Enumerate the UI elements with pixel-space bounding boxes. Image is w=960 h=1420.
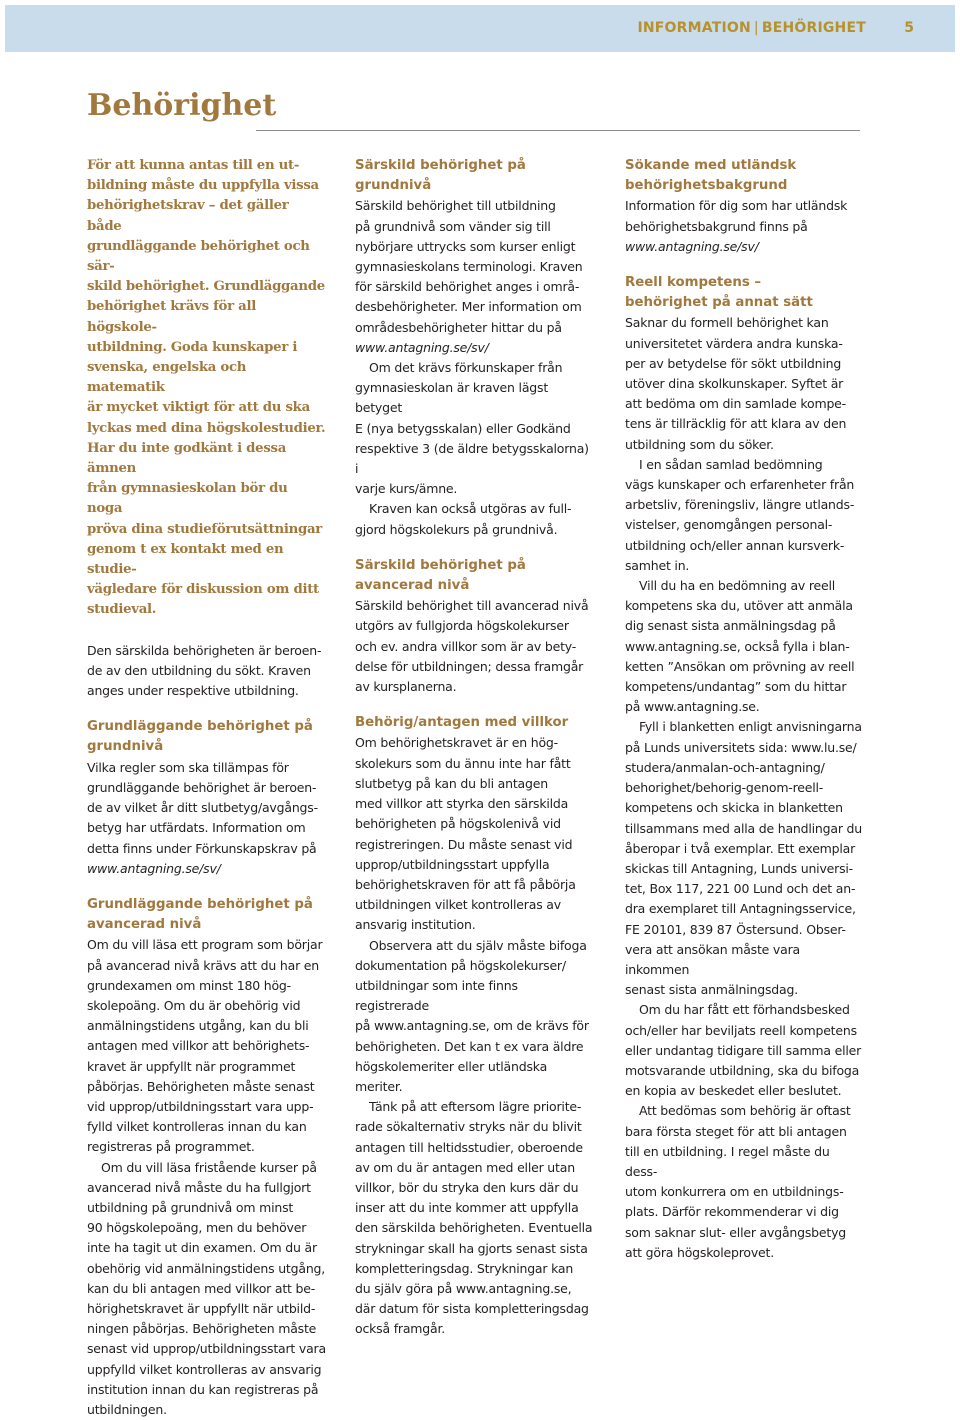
text-line: på Lunds universitets sida: www.lu.se/ bbox=[625, 739, 857, 755]
text-line: utbildningen vilket kontrolleras av bbox=[355, 897, 561, 913]
text-line: studera/anmalan-och-antagning/ bbox=[625, 759, 825, 775]
text-line: gymnasieskolan är kraven lägst betyget bbox=[355, 380, 549, 416]
text-line: senast vid upprop/utbildningsstart vara bbox=[87, 1341, 326, 1357]
text-line: som saknar slut- eller avgångsbetyg bbox=[625, 1224, 847, 1240]
text-line: behörighet på annat sätt bbox=[625, 295, 813, 311]
text-line: motsvarande utbildning, ska du bifoga bbox=[625, 1062, 860, 1078]
text-line: Behörig/antagen med villkor bbox=[355, 715, 569, 731]
text-line: Vill du ha en bedömning av reell bbox=[639, 578, 836, 594]
text-line: från gymnasieskolan bör du noga bbox=[87, 481, 288, 517]
heading-basic-first-cycle bbox=[87, 717, 327, 757]
text-line: avancerad nivå bbox=[87, 917, 202, 933]
text-line: utgörs av fullgjorda högskolekurser bbox=[355, 618, 569, 634]
prior-learning-paragraph-2 bbox=[625, 455, 865, 576]
text-line: samhet in. bbox=[625, 557, 690, 573]
prior-learning-paragraph-5 bbox=[625, 1000, 865, 1101]
text-line: på grundnivå som vänder sig till bbox=[355, 218, 551, 234]
text-line: Grundläggande behörighet på bbox=[87, 896, 313, 912]
heading-basic-second-cycle bbox=[87, 895, 327, 935]
text-line: Fyll i blanketten enligt anvisningarna bbox=[639, 719, 862, 735]
running-header bbox=[637, 20, 866, 36]
text-line: utbildning. Goda kunskaper i bbox=[87, 339, 298, 355]
text-line: E (nya betygsskalan) eller Godkänd bbox=[355, 420, 571, 436]
conditional-admission-paragraph-3 bbox=[355, 1097, 595, 1339]
text-line: grundnivå bbox=[355, 178, 432, 194]
text-line: studieval. bbox=[87, 602, 157, 618]
text-line: registreringen. Du måste senast vid bbox=[355, 836, 573, 852]
text-line: vid upprop/utbildningsstart vara upp- bbox=[87, 1098, 314, 1114]
special-eligibility-paragraph bbox=[87, 641, 327, 702]
text-line: tet, Box 117, 221 00 Lund och det an- bbox=[625, 881, 856, 897]
special-first-cycle-paragraph-3 bbox=[355, 499, 595, 539]
text-line: av om du är antagen med eller utan bbox=[355, 1159, 575, 1175]
text-line: på www.antagning.se. bbox=[625, 699, 760, 715]
text-line: inte ha tagit ut din examen. Om du är bbox=[87, 1240, 317, 1256]
header-subsection: BEHÖRIGHET bbox=[761, 20, 866, 36]
text-line: delse för utbildningen; dessa framgår bbox=[355, 658, 584, 674]
text-line: upprop/utbildningsstart uppfylla bbox=[355, 856, 550, 872]
text-line: uppfylld vilket kontrolleras av ansvarig bbox=[87, 1361, 322, 1377]
text-line: avancerad nivå måste du ha fullgjort bbox=[87, 1179, 311, 1195]
text-line: utbildningar som inte finns registrerade bbox=[355, 977, 518, 1014]
text-line: anmälningstidens utgång, kan du bli bbox=[87, 1018, 309, 1034]
text-line: avancerad nivå bbox=[355, 578, 470, 594]
text-line: antagen till heltidsstudier, oberoende bbox=[355, 1139, 583, 1155]
special-second-cycle-paragraph bbox=[355, 596, 595, 697]
text-line: skolekurs som du ännu inte har fått bbox=[355, 755, 571, 771]
text-line: kompetens ska du, utöver att anmäla bbox=[625, 598, 853, 614]
text-line: per av betydelse för sökt utbildning bbox=[625, 355, 842, 371]
text-line: www.antagning.se/sv/ bbox=[625, 238, 759, 254]
text-line: detta finns under Förkunskapskrav på bbox=[87, 840, 317, 856]
heading-conditional-admission bbox=[355, 713, 595, 733]
text-line: slutbetyg på kan du bli antagen bbox=[355, 775, 548, 791]
foreign-background-paragraph bbox=[625, 196, 865, 257]
text-line: grundläggande behörighet är beroen- bbox=[87, 779, 317, 795]
text-line: villkor, bör du stryka den kurs där du bbox=[355, 1179, 579, 1195]
text-line: den särskilda behörigheten. Eventuella bbox=[355, 1220, 593, 1236]
text-line: hörighetskravet är uppfyllt när utbild- bbox=[87, 1300, 316, 1316]
text-line: plats. Därför rekommenderar vi dig bbox=[625, 1204, 839, 1220]
text-line: I en sådan samlad bedömning bbox=[639, 456, 823, 472]
text-line: skolepoäng. Om du är obehörig vid bbox=[87, 997, 301, 1013]
text-line: gjord högskolekurs på grundnivå. bbox=[355, 521, 558, 537]
text-line: Tänk på att eftersom lägre priorite- bbox=[369, 1099, 582, 1115]
text-line: ningen påbörjas. Behörigheten måste bbox=[87, 1321, 317, 1337]
text-line: Reell kompetens – bbox=[625, 275, 762, 291]
page-title: Behörighet bbox=[87, 88, 277, 123]
text-line: www.antagning.se/sv/ bbox=[87, 860, 221, 876]
text-line: För att kunna antas till en ut- bbox=[87, 158, 300, 173]
text-line: www.antagning.se/sv/ bbox=[355, 339, 489, 355]
text-line: betyg har utfärdats. Information om bbox=[87, 820, 306, 836]
text-line: antagen med villkor att behörighets- bbox=[87, 1038, 310, 1054]
text-line: Kraven kan också utgöras av full- bbox=[369, 501, 572, 517]
text-line: vägs kunskaper och erfarenheter från bbox=[625, 477, 855, 493]
text-line: en kopia av beskedet eller beslutet. bbox=[625, 1083, 842, 1099]
text-line: institution innan du kan registreras på bbox=[87, 1381, 319, 1397]
text-line: behörighetsbakgrund finns på bbox=[625, 218, 808, 234]
text-line: på www.antagning.se, om de krävs för bbox=[355, 1018, 589, 1034]
text-line: Särskild behörighet till utbildning bbox=[355, 198, 556, 214]
text-line: vera att ansökan måste vara inkommen bbox=[625, 941, 800, 977]
text-line: varje kurs/ämne. bbox=[355, 481, 458, 497]
special-first-cycle-paragraph-1 bbox=[355, 196, 595, 358]
text-line: dokumentation på högskolekurser/ bbox=[355, 957, 566, 973]
text-line: vistelser, genomgången personal- bbox=[625, 517, 833, 533]
text-line: de av vilket år ditt slutbetyg/avgångs- bbox=[87, 800, 318, 816]
text-line: utbildningen. bbox=[87, 1401, 167, 1417]
text-line: är mycket viktigt för att du ska bbox=[87, 400, 310, 416]
conditional-admission-paragraph-1 bbox=[355, 733, 595, 935]
text-line: påbörjas. Behörigheten måste senast bbox=[87, 1078, 315, 1094]
text-line: pröva dina studieförutsättningar bbox=[87, 521, 323, 537]
text-line: arbetsliv, föreningsliv, längre utlands- bbox=[625, 497, 855, 513]
text-line: områdesbehörigheter hittar du på bbox=[355, 319, 562, 335]
text-line: rade sökalternativ stryks när du blivit bbox=[355, 1119, 582, 1135]
column-2 bbox=[355, 156, 595, 1340]
text-line: till en utbildning. I regel måste du dess- bbox=[625, 1143, 830, 1179]
text-line: utbildning och/eller annan kursverk- bbox=[625, 537, 845, 553]
text-line: ketten ”Ansökan om prövning av reell bbox=[625, 658, 855, 674]
text-line: utbildning på grundnivå om minst bbox=[87, 1199, 294, 1215]
header-section: INFORMATION bbox=[637, 20, 751, 36]
text-line: tillsammans med alla de handlingar du bbox=[625, 820, 862, 836]
prior-learning-paragraph-3 bbox=[625, 576, 865, 717]
text-line: nybörjare uttrycks som kurser enligt bbox=[355, 238, 576, 254]
text-line: behorighet/behorig-genom-reell- bbox=[625, 780, 824, 796]
text-line: behörigheten. Det kan t ex vara äldre bbox=[355, 1038, 584, 1054]
text-line: av kursplanerna. bbox=[355, 679, 457, 695]
text-line: obehörig vid anmälningstidens utgång, bbox=[87, 1260, 326, 1276]
text-line: www.antagning.se, också fylla i blan- bbox=[625, 638, 850, 654]
text-line: tens är tillräcklig för att klara av den bbox=[625, 416, 847, 432]
text-line: Grundläggande behörighet på bbox=[87, 719, 313, 735]
text-line: bara första steget för att bli antagen bbox=[625, 1123, 847, 1139]
text-line: svenska, engelska och matematik bbox=[87, 360, 247, 396]
text-line: Om du vill läsa ett program som börjar bbox=[87, 937, 323, 953]
text-line: universitetet värdera andra kunska- bbox=[625, 335, 843, 351]
text-line: för särskild behörighet anges i områ- bbox=[355, 279, 580, 295]
text-line: FE 20101, 839 87 Östersund. Obser- bbox=[625, 921, 846, 937]
text-line: genom t ex kontakt med en studie- bbox=[87, 541, 284, 578]
text-line: registreras på programmet. bbox=[87, 1139, 255, 1155]
text-line: fylld vilket kontrolleras innan du kan bbox=[87, 1119, 307, 1135]
text-line: att göra högskoleprovet. bbox=[625, 1244, 775, 1260]
title-rule bbox=[256, 130, 860, 131]
text-line: Har du inte godkänt i dessa ämnen bbox=[87, 440, 287, 477]
text-line: att bedöma om din samlade kompe- bbox=[625, 396, 846, 412]
text-line: och/eller har beviljats reell kompetens bbox=[625, 1022, 857, 1038]
text-line: dig senast sista anmälningsdag på bbox=[625, 618, 836, 634]
prior-learning-paragraph-1 bbox=[625, 313, 865, 454]
column-3 bbox=[625, 156, 865, 1263]
text-line: dra exemplaret till Antagningsservice, bbox=[625, 901, 856, 917]
text-line: också framgår. bbox=[355, 1321, 446, 1337]
text-line: grundnivå bbox=[87, 739, 164, 755]
column-1 bbox=[87, 156, 327, 1420]
text-line: Den särskilda behörigheten är beroen- bbox=[87, 642, 322, 658]
text-line: skickas till Antagning, Lunds universi- bbox=[625, 860, 853, 876]
text-line: med villkor att styrka den särskilda bbox=[355, 796, 569, 812]
text-line: du själv göra på www.antagning.se, bbox=[355, 1280, 572, 1296]
text-line: bildning måste du uppfylla vissa bbox=[87, 178, 319, 194]
text-line: utbildning som du söker. bbox=[625, 436, 774, 452]
text-line: lyckas med dina högskolestudier. bbox=[87, 420, 326, 436]
text-line: Om behörighetskravet är en hög- bbox=[355, 735, 558, 751]
text-line: senast sista anmälningsdag. bbox=[625, 982, 798, 998]
text-line: strykningar skall ha gjorts senast sista bbox=[355, 1240, 588, 1256]
text-line: behörigheten på högskolenivå vid bbox=[355, 816, 561, 832]
text-line: och ev. andra villkor som är av bety- bbox=[355, 638, 577, 654]
intro-paragraph bbox=[87, 156, 327, 621]
header-separator: | bbox=[753, 20, 759, 36]
text-line: åberopar i två exemplar. Ett exemplar bbox=[625, 840, 856, 856]
text-line: Särskild behörighet på bbox=[355, 158, 526, 173]
prior-learning-paragraph-4 bbox=[625, 717, 865, 1000]
text-line: kravet är uppfyllt när programmet bbox=[87, 1058, 296, 1074]
text-line: vägledare för diskussion om ditt bbox=[87, 582, 319, 598]
text-line: grundläggande behörighet och sär- bbox=[87, 238, 310, 275]
text-line: desbehörigheter. Mer information om bbox=[355, 299, 582, 315]
text-line: utöver dina skolkunskaper. Syftet är bbox=[625, 376, 844, 392]
text-line: Särskild behörighet till avancerad nivå bbox=[355, 598, 589, 614]
text-line: Information för dig som har utländsk bbox=[625, 198, 848, 214]
text-line: kompetens/undantag” som du hittar bbox=[625, 679, 847, 695]
basic-second-cycle-paragraph-1 bbox=[87, 935, 327, 1157]
conditional-admission-paragraph-2 bbox=[355, 936, 595, 1098]
text-line: de av den utbildning du sökt. Kraven bbox=[87, 662, 311, 678]
text-line: kompletteringsdag. Strykningar kan bbox=[355, 1260, 574, 1276]
text-line: 90 högskolepoäng, men du behöver bbox=[87, 1220, 307, 1236]
basic-second-cycle-paragraph-2 bbox=[87, 1158, 327, 1420]
text-line: behörighetskraven för att få påbörja bbox=[355, 876, 576, 892]
prior-learning-paragraph-6 bbox=[625, 1101, 865, 1263]
text-line: gymnasieskolans terminologi. Kraven bbox=[355, 259, 583, 275]
text-line: respektive 3 (de äldre betygsskalorna) i bbox=[355, 440, 589, 477]
text-line: Vilka regler som ska tillämpas för bbox=[87, 759, 289, 775]
text-line: Om det krävs förkunskaper från bbox=[369, 360, 563, 376]
text-line: inser att du inte kommer att uppfylla bbox=[355, 1200, 579, 1216]
page-number: 5 bbox=[904, 20, 914, 36]
text-line: Att bedömas som behörig är oftast bbox=[639, 1103, 851, 1119]
heading-special-first-cycle bbox=[355, 156, 595, 196]
text-line: kompetens och skicka in blanketten bbox=[625, 800, 843, 816]
text-line: Om du har fått ett förhandsbesked bbox=[639, 1002, 850, 1018]
text-line: Sökande med utländsk bbox=[625, 158, 797, 173]
text-line: grundexamen om minst 180 hög- bbox=[87, 977, 291, 993]
text-line: Om du vill läsa fristående kurser på bbox=[101, 1159, 317, 1175]
text-line: anges under respektive utbildning. bbox=[87, 683, 299, 699]
text-line: behörighetskrav – det gäller både bbox=[87, 198, 289, 234]
heading-special-second-cycle bbox=[355, 556, 595, 596]
heading-prior-learning bbox=[625, 273, 865, 313]
basic-first-cycle-paragraph bbox=[87, 758, 327, 879]
text-line: högskolemeriter eller utländska meriter. bbox=[355, 1058, 548, 1094]
text-line: eller undantag tidigare till samma eller bbox=[625, 1042, 862, 1058]
text-line: där datum för sista kompletteringsdag bbox=[355, 1301, 589, 1317]
text-line: Observera att du själv måste bifoga bbox=[369, 937, 587, 953]
text-line: skild behörighet. Grundläggande bbox=[87, 279, 325, 295]
heading-foreign-background bbox=[625, 156, 865, 196]
text-line: utom konkurrera om en utbildnings- bbox=[625, 1184, 844, 1200]
text-line: behörighetsbakgrund bbox=[625, 178, 788, 194]
text-line: Särskild behörighet på bbox=[355, 557, 526, 573]
text-line: behörighet krävs för all högskole- bbox=[87, 299, 256, 335]
text-line: ansvarig institution. bbox=[355, 917, 476, 933]
text-line: kan du bli antagen med villkor att be- bbox=[87, 1280, 316, 1296]
text-line: Saknar du formell behörighet kan bbox=[625, 315, 829, 331]
special-first-cycle-paragraph-2 bbox=[355, 358, 595, 499]
text-line: på avancerad nivå krävs att du har en bbox=[87, 957, 319, 973]
